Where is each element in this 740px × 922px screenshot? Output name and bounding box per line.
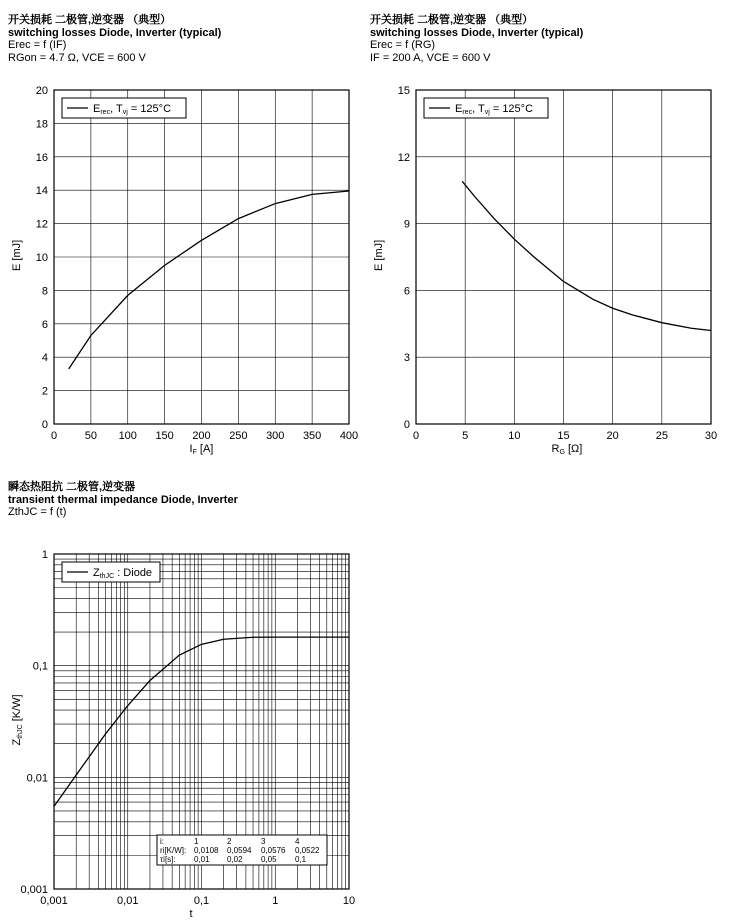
x-tick-label: 10 [342, 895, 356, 907]
grid [416, 90, 711, 424]
x-tick-label: 350 [302, 430, 322, 442]
series-line [462, 181, 711, 330]
y-tick-label: 3 [403, 352, 410, 365]
y-tick-label: 0,001 [20, 884, 48, 896]
y-tick-label: 16 [35, 151, 48, 164]
y-tick-label: 4 [41, 352, 48, 365]
chart1-conditions: RGon = 4.7 Ω, VCE = 600 V [8, 51, 146, 64]
table-cell: 0,0108 [194, 846, 219, 855]
chart-2 [373, 85, 717, 456]
legend-label: ZthJC : Diode [93, 567, 153, 580]
x-tick-label: 100 [118, 430, 137, 442]
y-tick-label: 6 [403, 285, 410, 298]
table-cell: 2 [227, 837, 232, 846]
x-tick-label: 20 [606, 430, 619, 442]
y-tick-label: 0 [403, 419, 410, 431]
table-cell: 0,05 [261, 855, 277, 864]
y-tick-label: 12 [397, 151, 410, 164]
y-tick-label: 14 [35, 185, 48, 198]
y-axis-label-group [11, 694, 24, 745]
x-tick-label: 30 [704, 430, 718, 442]
y-tick-label: 8 [41, 285, 48, 298]
chart3-function: ZthJC = f (t) [8, 506, 67, 518]
y-axis-label: E [mJ] [373, 239, 385, 271]
table-cell: 0,0594 [227, 846, 252, 855]
y-tick-label: 12 [35, 218, 48, 231]
y-axis-label: ZthJC [K/W] [11, 694, 24, 746]
parameter-table [157, 835, 327, 865]
table-cell: 0,0576 [261, 846, 286, 855]
y-tick-label: 15 [397, 85, 410, 97]
chart2-title-cn: 开关损耗 二极管,逆变器 （典型） [370, 14, 534, 26]
grid [54, 90, 349, 424]
table-cell: i: [160, 837, 164, 846]
y-tick-label: 10 [35, 252, 48, 264]
x-tick-label: 1 [272, 895, 279, 907]
chart1-title-en: switching losses Diode, Inverter (typical) [8, 26, 222, 39]
x-tick-label: 150 [155, 430, 174, 442]
x-tick-label: 200 [192, 430, 211, 442]
y-axis-label-group [373, 240, 385, 271]
y-tick-label: 9 [403, 218, 410, 231]
legend-label: Erec, Tvj = 125°C [93, 103, 172, 116]
chart1-title-cn: 开关损耗 二极管,逆变器 （典型） [8, 14, 172, 26]
x-tick-label: 400 [339, 430, 359, 442]
x-tick-label: 0,001 [40, 895, 68, 907]
y-axis-label: E [mJ] [11, 239, 23, 271]
y-tick-label: 0,01 [26, 772, 48, 785]
x-axis-label: t [189, 908, 193, 920]
chart2-function: Erec = f (RG) [370, 39, 436, 51]
table-cell: 4 [295, 837, 300, 846]
x-axis-label: IF [A] [189, 443, 214, 456]
table-cell: 1 [194, 837, 199, 846]
legend [62, 98, 186, 118]
series-line [69, 191, 349, 369]
chart-3 [11, 549, 355, 920]
y-tick-label: 20 [35, 85, 48, 97]
table-cell: 0,0522 [295, 846, 320, 855]
x-tick-label: 0,01 [117, 895, 139, 907]
x-axis-label: RG [Ω] [551, 443, 583, 456]
x-tick-label: 10 [508, 430, 521, 442]
y-tick-label: 2 [41, 385, 48, 398]
chart-1 [11, 85, 358, 456]
y-tick-label: 18 [35, 118, 48, 131]
y-axis-label-group [11, 240, 23, 271]
chart3-title-en: transient thermal impedance Diode, Inverter [8, 493, 238, 506]
legend-label: Erec, Tvj = 125°C [455, 103, 534, 116]
chart2-title-en: switching losses Diode, Inverter (typical) [370, 26, 584, 39]
y-tick-label: 0 [41, 419, 48, 431]
table-cell: 0,02 [227, 855, 243, 864]
x-tick-label: 5 [462, 430, 469, 442]
table-cell: ri[K/W]: [160, 846, 187, 855]
y-tick-label: 0,1 [32, 660, 48, 673]
x-tick-label: 250 [229, 430, 248, 442]
y-tick-label: 1 [41, 549, 48, 561]
x-tick-label: 50 [84, 430, 97, 442]
chart3-title-cn: 瞬态热阻抗 二极管,逆变器 [8, 481, 136, 493]
legend [424, 98, 548, 118]
x-tick-label: 15 [557, 430, 570, 442]
y-tick-label: 6 [41, 318, 48, 331]
x-tick-label: 0 [50, 430, 58, 442]
table-cell: τi[s]: [160, 855, 176, 864]
chart1-function: Erec = f (IF) [8, 39, 67, 51]
chart2-conditions: IF = 200 A, VCE = 600 V [370, 51, 491, 64]
table-cell: 0,1 [295, 855, 307, 864]
table-cell: 0,01 [194, 855, 210, 864]
x-tick-label: 0 [412, 430, 420, 442]
legend [62, 562, 160, 582]
x-tick-label: 0,1 [193, 895, 210, 907]
x-tick-label: 25 [655, 430, 668, 442]
table-cell: 3 [261, 837, 266, 846]
x-tick-label: 300 [266, 430, 285, 442]
